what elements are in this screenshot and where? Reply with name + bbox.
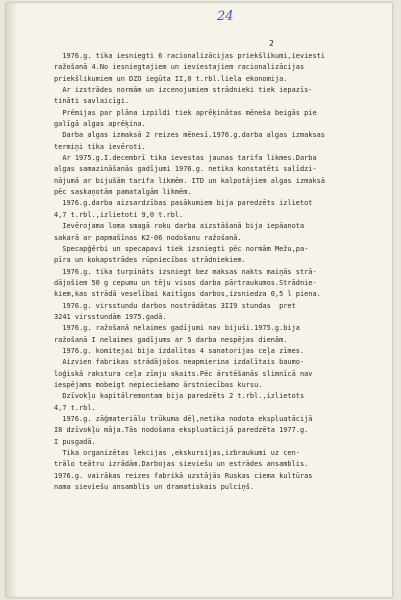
text-line: nājumā ar bijušām tarifa likmēm. ITD un kalpotājiem algas izmaksā: [54, 176, 325, 185]
text-line: Prēmijas par plāna izpildi tiek aprēķinātas mēneša beigās pie: [54, 108, 317, 117]
text-line: Ar 1975.g.I.decembrī tika ievestas jaunas tarifa likmes.Darba: [54, 154, 317, 163]
text-line: ražošanā I nelaimes gadījums ar 5 darba nespējas dienām.: [54, 335, 288, 344]
text-line: Aizvien fabrikas strādājošos neapmierina izdalītais baumo-: [54, 358, 305, 367]
text-line: iespējams mobeigt nepieciešamo ārstniecības kursu.: [54, 380, 263, 389]
text-line: Tika organizētas lekcijas ,ekskursijas,izbraukumi uz cen-: [54, 449, 300, 458]
text-line: 1976.g. tika iesniegti 6 racionalizācijas priekšlikumi,ieviesti: [54, 52, 325, 60]
text-line: nama sieviešu ansamblis un dramatiskais pulciņš.: [54, 483, 255, 492]
text-line: Darba algas izmaksā 2 reizes mēnesī.1976.g.darba algas izmaksas: [54, 131, 325, 140]
text-line: trālo teātru izrādām.Darbojas sieviešu un estrādes ansamblis.: [54, 460, 309, 469]
text-line: kiem,kas strādā veselībai kaitīgos darbos,izsniedza 0,5 l piena.: [54, 290, 321, 299]
document-page: [6, 3, 392, 597]
text-line: algas samazināšanās gadījumi 1976.g. netika konstatēti salīdzi-: [54, 165, 317, 174]
text-line: pīra un kokapstrādes rūpniecības strādniekiem.: [54, 256, 246, 265]
text-line: galīgā algas aprēķina.: [54, 120, 146, 129]
text-line: Ievērojama loma smagā roku darba aizstāšanā bija iepāanota: [54, 222, 305, 231]
text-line: 4,7 t.rbl.: [54, 403, 96, 412]
text-line: 1976.g. ražošanā nelaimes gadījumi nav bijuši.1975.g.bija: [54, 324, 300, 333]
text-line: priekšlikumiem un DZO iegūta II,0 t.rbl.liela ekonomija.: [54, 74, 288, 83]
text-line: 1976.g. zāģmateriālu trūkuma dēļ,netika nodota ekspluatācijā: [54, 415, 313, 423]
text-line: 1976.g. tika turpināts izsniegt bez maksas nakts maiņās strā-: [54, 267, 317, 276]
text-line: 4,7 t.rbl.,izlietoti 9,0 t.rbl.: [54, 210, 184, 219]
text-line: Specapģērbi un specapavi tiek izsniegti pēc normām Mežu,pa-: [54, 244, 309, 253]
text-line: ražošanā 4.No iesniegtajiem un ieviestajiem racionalizācijas: [54, 63, 305, 72]
text-line: 1976.g.darba aizsardzības pasākumiem bija paredzēts izlietot: [54, 199, 313, 208]
text-line: 3241 virsstundām 1975.gadā.: [54, 312, 167, 321]
text-line: tināti savlaicīgi.: [54, 97, 130, 106]
text-line: termiņi tika ievēroti.: [54, 142, 146, 151]
text-line: sakarā ar papmašīnas K2-06 nodošanu ražošanā.: [54, 233, 242, 242]
page-number: 2: [269, 39, 274, 48]
handwritten-page-number: 24: [217, 9, 234, 24]
text-line: 1976.g. vairākas reizes fabrikā uzstājās Ruskas ciema kultūras: [54, 471, 313, 480]
text-line: Ar izstrādes normām un izcenojumiem strādnieki tiek iepazīs-: [54, 86, 313, 95]
text-line: 1976.g. komitejai bija izdalītas 4 sanatorijas ceļa zīmes.: [54, 346, 305, 355]
text-line: 1976.g. virsstundu darbos nostrādātas 3II9 stundas pret: [54, 301, 296, 310]
binding-edge: [6, 3, 16, 597]
text-line: I8 dzīvokļu māja.Tās nodošana ekspluatācijā paredzēta 1977.g.: [54, 426, 309, 435]
text-line: loģiskā rakstura ceļa zīmju skaits.Pēc ārstēšanās slimnīcā nav: [54, 369, 313, 378]
text-line: dājošiem 50 g cepumu un tēju visos darba pārtraukumos.Strādnie-: [54, 278, 317, 287]
text-line: Dzīvokļu kapitālremontam bija paredzēts 2 t.rbl.,izlietots: [54, 392, 305, 401]
text-line: I pusgadā.: [54, 437, 96, 446]
typed-text-body: [54, 51, 388, 493]
text-line: pēc saskaņotām pamatalgām likmēm.: [54, 188, 192, 197]
